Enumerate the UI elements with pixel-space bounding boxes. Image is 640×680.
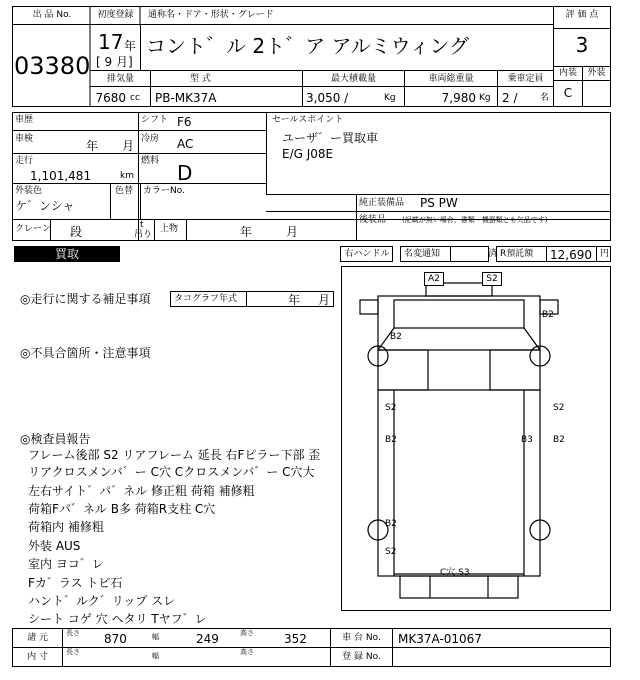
- inspector-note-6: 外装 AUS: [28, 539, 81, 553]
- crane-ton-unit: t: [140, 220, 144, 230]
- sales-point-line-2: E/G J08E: [282, 147, 334, 161]
- inspection-month-unit: 月: [122, 139, 135, 153]
- damage-label-a2: A2: [424, 272, 444, 286]
- crane-steps-unit: 段: [70, 225, 83, 239]
- capacity-label: 乗車定員: [507, 74, 544, 84]
- damage-label-b3-right: B3: [521, 435, 533, 445]
- damage-label-rear-hole: C穴 S3: [440, 568, 470, 578]
- crane-suspend-unit: 吊り: [134, 230, 153, 240]
- inspector-note-5: 荷箱内 補修粗: [28, 520, 104, 534]
- retrofit-label: 後装品: [359, 215, 387, 225]
- gross-weight-label: 車両総重量: [428, 74, 474, 84]
- fuel-value: D: [177, 161, 193, 185]
- model-label: 型 式: [190, 74, 211, 84]
- width-label: 幅: [152, 633, 159, 641]
- damage-label-s2-rear-left: S2: [385, 547, 397, 557]
- inner-length-label: 長さ: [66, 648, 80, 656]
- grade-label: 評 価 点: [565, 10, 599, 20]
- length-label: 長さ: [66, 629, 80, 637]
- length-value: 870: [104, 632, 127, 646]
- color-number-label: カラーNo.: [143, 186, 185, 196]
- height-value: 352: [284, 632, 307, 646]
- lot-number: 03380: [14, 52, 91, 80]
- retrofit-note: (記載が無い場合、書類・機器類とも欠品です): [402, 216, 548, 224]
- overall-grade: 3: [575, 33, 589, 57]
- sales-point-line-1: ユーザ゛ー買取車: [282, 131, 379, 145]
- car-name: コント゛ル 2ト゛ア アルミウィング: [146, 34, 470, 58]
- chassis-number: MK37A-01067: [398, 632, 482, 646]
- damage-label-b2-rear-left: B2: [385, 519, 397, 529]
- model-code: PB-MK37A: [155, 91, 217, 105]
- inspector-note-2: リアクロスメンバ゛ー C穴 Cクロスメンバ゛ー C穴大: [28, 465, 315, 479]
- damage-label-s2-left: S2: [385, 403, 397, 413]
- purchase-banner: 買取: [14, 246, 120, 262]
- max-load-unit: Kg: [384, 93, 396, 103]
- displacement-value: 7680: [95, 91, 126, 105]
- inspector-note-3: 左右サイト゛パ゛ネル 修正粗 荷箱 補修粗: [28, 484, 255, 498]
- name-change-label: 名変通知: [404, 249, 441, 259]
- exterior-grade-label: 外装: [587, 68, 606, 78]
- ac-label: 冷房: [141, 134, 160, 144]
- damage-label-s2-right: S2: [553, 403, 565, 413]
- capacity-unit: 名: [540, 93, 550, 103]
- recycle-deposit-unit: 円: [600, 249, 610, 259]
- fuel-label: 燃料: [141, 156, 160, 166]
- inspector-report-title: ◎検査員報告: [20, 432, 91, 446]
- max-load-value: 3,050 /: [306, 91, 349, 105]
- damage-label-b2-front-left: B2: [390, 332, 402, 342]
- inner-width-label: 幅: [152, 652, 159, 660]
- damage-label-b2-front-right: B2: [542, 310, 554, 320]
- inspection-year-unit: 年: [86, 139, 99, 153]
- inner-height-label: 高さ: [240, 648, 254, 656]
- damage-label-b2-right: B2: [553, 435, 565, 445]
- displacement-label: 排気量: [106, 74, 134, 84]
- inspector-note-4: 荷箱Fパ゛ネル B多 荷箱R支柱 C穴: [28, 502, 216, 516]
- gross-weight-value: 7,980: [441, 91, 476, 105]
- registration-month: [ 9 月]: [96, 55, 133, 69]
- equipment-value: PS PW: [420, 196, 458, 210]
- registration-year: 17: [98, 30, 124, 54]
- ac-value: AC: [177, 137, 194, 151]
- settled-mark: 済: [488, 249, 498, 259]
- recycle-deposit-value: 12,690: [550, 248, 592, 262]
- rhd-badge: 右ハンドル: [344, 249, 390, 259]
- history-label: 車歴: [15, 115, 34, 125]
- capacity-value: 2 /: [502, 91, 518, 105]
- inspector-note-8: Fカ゛ラス トビ石: [28, 576, 123, 590]
- damage-label-b2-left: B2: [385, 435, 397, 445]
- displacement-unit: cc: [130, 93, 140, 103]
- model-name-label: 通称名・ドア・形状・グレード: [148, 10, 274, 20]
- chassis-number-label: 車 台 No.: [342, 633, 381, 643]
- inner-dimensions-label: 内 寸: [27, 652, 48, 662]
- width-value: 249: [196, 632, 219, 646]
- interior-grade-label: 内装: [558, 68, 577, 78]
- exterior-color-value: ケ゛ンシャ: [15, 199, 75, 213]
- sales-point-label: セールスポイント: [272, 115, 344, 125]
- registration-year-unit: 年: [124, 39, 137, 53]
- body-month-unit: 月: [286, 225, 299, 239]
- mileage-label: 走行: [15, 156, 34, 166]
- shift-label: シフト: [141, 115, 169, 125]
- lot-number-label: 出 品 No.: [32, 10, 72, 20]
- dimensions-label: 諸 元: [27, 633, 48, 643]
- inspector-note-9: ハント゛ルク゛リップ スレ: [28, 594, 176, 608]
- inspector-note-1: フレーム後部 S2 リアフレーム 延長 右Fピラー下部 歪: [28, 448, 321, 462]
- first-registration-label: 初度登録: [97, 10, 134, 20]
- mileage-value: 1,101,481: [30, 169, 92, 183]
- inspector-note-7: 室内 ヨコ゛レ: [28, 557, 104, 571]
- gross-weight-unit: Kg: [479, 93, 491, 103]
- tachograph-label: タコグラフ年式: [174, 294, 238, 304]
- equipment-label: 純正装備品: [359, 198, 405, 208]
- tachograph-year-unit: 年: [288, 293, 301, 307]
- defects-title: ◎不具合箇所・注意事項: [20, 346, 151, 360]
- body-year-unit: 年: [240, 225, 253, 239]
- recycle-deposit-label: R預託額: [500, 249, 534, 259]
- color-change-label: 色替: [115, 186, 134, 196]
- shift-value: F6: [177, 115, 192, 129]
- tachograph-month-unit: 月: [318, 293, 331, 307]
- damage-label-s2-front: S2: [482, 272, 502, 286]
- exterior-color-label: 外装色: [15, 186, 43, 196]
- body-label: 上物: [160, 224, 179, 234]
- mileage-unit: km: [120, 171, 134, 181]
- inspector-note-10: シート コゲ 穴 ヘタリ Tヤフ゛レ: [28, 612, 207, 626]
- inspection-label: 車検: [15, 134, 34, 144]
- registration-number-label: 登 録 No.: [342, 652, 381, 662]
- crane-label: クレーン: [15, 224, 51, 234]
- height-label: 高さ: [240, 629, 254, 637]
- driving-supplement-title: ◎走行に関する補足事項: [20, 292, 151, 306]
- exterior-grade: C: [563, 86, 573, 100]
- max-load-label: 最大積載量: [330, 74, 376, 84]
